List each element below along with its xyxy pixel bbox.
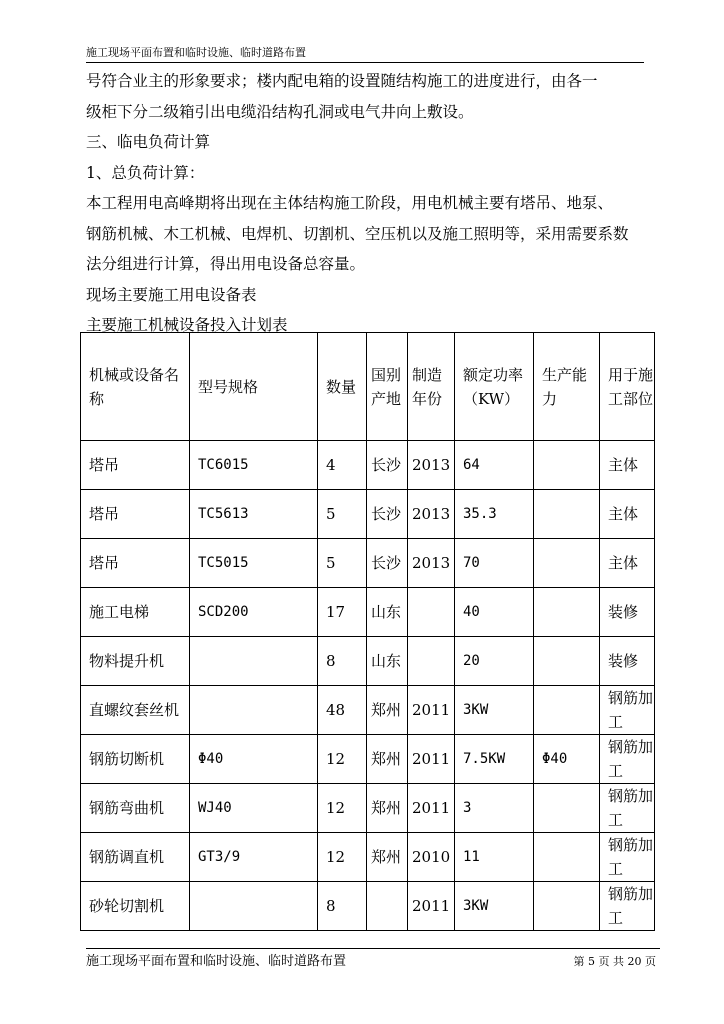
table-cell: 钢筋调直机	[81, 833, 190, 882]
table-header-cell: 生产能力	[534, 333, 600, 441]
table-cell: 塔吊	[81, 441, 190, 490]
table-cell: 2011	[408, 784, 455, 833]
table-cell: 2013	[408, 490, 455, 539]
table-cell: 郑州	[367, 833, 408, 882]
table-cell: 3KW	[455, 882, 534, 931]
table-header-cell: 机械或设备名称	[81, 333, 190, 441]
paragraph-line: 号符合业主的形象要求；楼内配电箱的设置随结构施工的进度进行，由各一	[86, 72, 598, 90]
table-cell	[534, 686, 600, 735]
table-cell: 8	[318, 637, 367, 686]
table-cell	[190, 637, 318, 686]
table-row	[81, 637, 655, 686]
table-cell: 砂轮切割机	[81, 882, 190, 931]
table-cell: 郑州	[367, 686, 408, 735]
table-cell: 主体	[600, 539, 655, 588]
table-cell: 主体	[600, 441, 655, 490]
table-cell: TC5015	[190, 539, 318, 588]
table-cell: 70	[455, 539, 534, 588]
table-cell: 长沙	[367, 539, 408, 588]
table-cell: SCD200	[190, 588, 318, 637]
table-cell: 2013	[408, 441, 455, 490]
page-footer	[86, 948, 660, 971]
table-cell: 5	[318, 490, 367, 539]
table-cell: 钢筋切断机	[81, 735, 190, 784]
table-cell	[408, 637, 455, 686]
header-title: 施工现场平面布置和临时设施、临时道路布置	[86, 46, 306, 59]
table-cell: 2011	[408, 735, 455, 784]
table-cell: 主体	[600, 490, 655, 539]
table-row	[81, 735, 655, 784]
table-cell: TC5613	[190, 490, 318, 539]
table-cell: GT3/9	[190, 833, 318, 882]
table-row	[81, 539, 655, 588]
table-cell: 塔吊	[81, 490, 190, 539]
table-cell	[534, 637, 600, 686]
table-cell: 钢筋加工	[600, 784, 655, 833]
table-header-cell: 数量	[318, 333, 367, 441]
table-header-cell: 型号规格	[190, 333, 318, 441]
table-cell: 12	[318, 833, 367, 882]
equipment-table	[80, 332, 655, 931]
table-cell: 施工电梯	[81, 588, 190, 637]
table-cell: 直螺纹套丝机	[81, 686, 190, 735]
table-cell: 5	[318, 539, 367, 588]
table-cell: 塔吊	[81, 539, 190, 588]
table-cell: 郑州	[367, 784, 408, 833]
table-cell	[408, 588, 455, 637]
table-cell: 钢筋加工	[600, 686, 655, 735]
table-cell	[534, 441, 600, 490]
footer-title: 施工现场平面布置和临时设施、临时道路布置	[86, 954, 347, 969]
table-caption: 现场主要施工用电设备表	[86, 285, 257, 304]
table-row	[81, 588, 655, 637]
table-cell: 长沙	[367, 490, 408, 539]
table-cell: 2013	[408, 539, 455, 588]
paragraph-line: 级柜下分二级箱引出电缆沿结构孔洞或电气井向上敷设。	[86, 102, 474, 121]
table-cell: 钢筋加工	[600, 882, 655, 931]
table-cell: 3KW	[455, 686, 534, 735]
table-cell: 钢筋加工	[600, 735, 655, 784]
table-cell: 4	[318, 441, 367, 490]
table-row	[81, 441, 655, 490]
page-number: 第 5 页 共 20 页	[573, 955, 656, 968]
table-cell	[190, 882, 318, 931]
table-cell	[534, 833, 600, 882]
body-text	[86, 66, 658, 341]
table-header-cell: 用于施工部位	[600, 333, 655, 441]
table-row	[81, 490, 655, 539]
table-cell: 35.3	[455, 490, 534, 539]
table-cell: 物料提升机	[81, 637, 190, 686]
section-heading: 三、临电负荷计算	[86, 133, 211, 151]
page-header	[86, 46, 644, 63]
table-cell: TC6015	[190, 441, 318, 490]
table-cell	[534, 588, 600, 637]
table-cell: 钢筋加工	[600, 833, 655, 882]
paragraph-line: 法分组进行计算，得出用电设备总容量。	[86, 255, 366, 273]
table-cell: Φ40	[190, 735, 318, 784]
table-cell: 40	[455, 588, 534, 637]
table-cell	[534, 882, 600, 931]
table-header-cell: 额定功率（KW）	[455, 333, 534, 441]
table-cell: 64	[455, 441, 534, 490]
table-header-cell: 制造年份	[408, 333, 455, 441]
table-cell: 3	[455, 784, 534, 833]
table-cell: 12	[318, 735, 367, 784]
table-cell: 8	[318, 882, 367, 931]
table-cell	[534, 539, 600, 588]
table-cell: 装修	[600, 588, 655, 637]
table-cell: 2010	[408, 833, 455, 882]
table-cell: 20	[455, 637, 534, 686]
table-row	[81, 784, 655, 833]
table-cell: 郑州	[367, 735, 408, 784]
table-cell	[534, 784, 600, 833]
table-row	[81, 882, 655, 931]
table-cell: 2011	[408, 882, 455, 931]
table-cell: 装修	[600, 637, 655, 686]
table-cell	[367, 882, 408, 931]
table-cell: 2011	[408, 686, 455, 735]
table-cell: 钢筋弯曲机	[81, 784, 190, 833]
table-cell: 山东	[367, 637, 408, 686]
table-cell: Φ40	[534, 735, 600, 784]
table-cell	[534, 490, 600, 539]
table-header-cell: 国别产地	[367, 333, 408, 441]
table-cell: 山东	[367, 588, 408, 637]
table-row	[81, 833, 655, 882]
table-cell: WJ40	[190, 784, 318, 833]
table-cell: 11	[455, 833, 534, 882]
table-header-row	[81, 333, 655, 441]
table-caption: 主要施工机械设备投入计划表	[86, 316, 288, 334]
table-cell: 48	[318, 686, 367, 735]
table-row	[81, 686, 655, 735]
table-cell: 17	[318, 588, 367, 637]
table-cell	[190, 686, 318, 735]
paragraph-line: 钢筋机械、木工机械、电焊机、切割机、空压机以及施工照明等，采用需要系数	[86, 224, 629, 243]
table-cell: 长沙	[367, 441, 408, 490]
table-cell: 7.5KW	[455, 735, 534, 784]
paragraph-line: 本工程用电高峰期将出现在主体结构施工阶段，用电机械主要有塔吊、地泵、	[86, 194, 614, 212]
subsection-heading: 1、总负荷计算：	[86, 163, 205, 182]
table-cell: 12	[318, 784, 367, 833]
